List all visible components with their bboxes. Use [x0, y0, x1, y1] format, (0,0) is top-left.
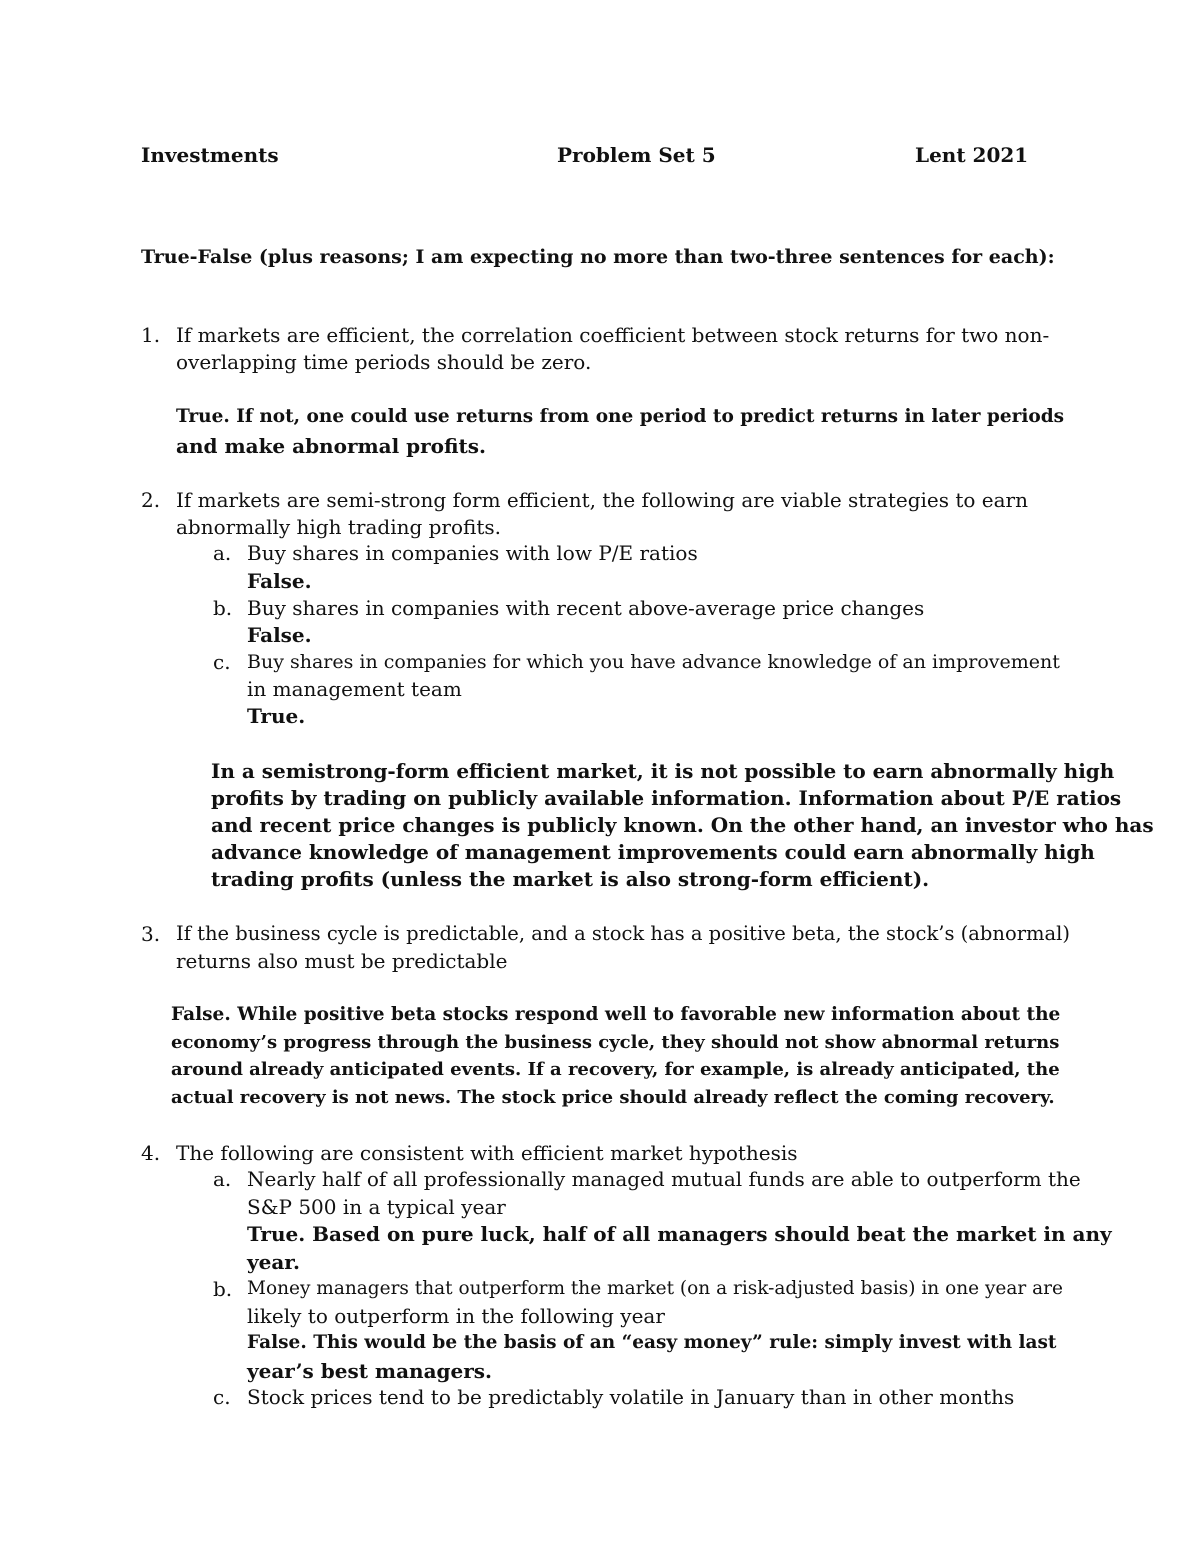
q2c-answer: True. — [247, 704, 306, 728]
q4-text-line1: The following are consistent with efficient market hypothesis — [176, 1141, 798, 1165]
q1-text-line2: overlapping time periods should be zero. — [176, 350, 592, 374]
q1-answer-line1: True. If not, one could use returns from one period to predict returns in later periods — [176, 406, 1065, 427]
instructions: True-False (plus reasons; I am expecting no more than two-three sentences for each): — [141, 246, 1055, 268]
q1-answer-line2: and make abnormal profits. — [176, 434, 487, 458]
q2c-label: c. — [213, 650, 231, 674]
problem-set-title: Problem Set 5 — [557, 143, 716, 167]
q1-text-line1: If markets are efficient, the correlation coefficient between stock returns for two non- — [176, 323, 1050, 347]
q4-number: 4. — [141, 1141, 161, 1165]
q2a-text: Buy shares in companies with low P/E ratios — [247, 541, 698, 565]
term-label: Lent 2021 — [915, 143, 1029, 167]
q2-text-line2: abnormally high trading profits. — [176, 515, 502, 539]
q4b-answer-line1: False. This would be the basis of an “easy money” rule: simply invest with last — [247, 1332, 1057, 1353]
q4b-answer-line2: year’s best managers. — [247, 1359, 493, 1383]
q2b-answer: False. — [247, 623, 312, 647]
q3-explanation-line3: around already anticipated events. If a recovery, for example, is already anticipated, the — [171, 1059, 1060, 1080]
q4a-label: a. — [213, 1167, 232, 1191]
q3-explanation-line2: economy’s progress through the business cycle, they should not show abnormal returns — [171, 1032, 1060, 1053]
q2-text-line1: If markets are semi-strong form efficient, the following are viable strategies to earn — [176, 488, 1028, 512]
q3-text-line1: If the business cycle is predictable, and a stock has a positive beta, the stock’s (abnormal) — [176, 922, 1070, 945]
q2-explanation-line5: trading profits (unless the market is also strong-form efficient). — [211, 867, 930, 891]
q2-number: 2. — [141, 488, 161, 512]
q3-text-line2: returns also must be predictable — [176, 949, 508, 973]
q4a-answer-line1: True. Based on pure luck, half of all managers should beat the market in any — [247, 1222, 1112, 1246]
q2b-text: Buy shares in companies with recent above-average price changes — [247, 596, 925, 620]
q2c-text-line2: in management team — [247, 677, 462, 701]
q2c-text-line1: Buy shares in companies for which you have advance knowledge of an improvement — [247, 651, 1060, 673]
q4b-text-line2: likely to outperform in the following year — [247, 1304, 665, 1328]
q2-explanation-line3: and recent price changes is publicly known. On the other hand, an investor who has — [211, 813, 1154, 837]
q4b-label: b. — [213, 1277, 233, 1301]
q2b-label: b. — [213, 596, 233, 620]
q4a-answer-line2: year. — [247, 1250, 300, 1274]
q2a-answer: False. — [247, 569, 312, 593]
q4c-label: c. — [213, 1385, 231, 1409]
q2-explanation-line4: advance knowledge of management improvements could earn abnormally high — [211, 840, 1095, 864]
q4a-text-line2: S&P 500 in a typical year — [247, 1195, 506, 1219]
q4c-text: Stock prices tend to be predictably volatile in January than in other months — [247, 1385, 1015, 1409]
q3-number: 3. — [141, 922, 161, 946]
course-name: Investments — [141, 143, 279, 167]
q2-explanation-line2: profits by trading on publicly available information. Information about P/E ratios — [211, 786, 1122, 810]
q1-number: 1. — [141, 323, 161, 347]
q4a-text-line1: Nearly half of all professionally managed mutual funds are able to outperform the — [247, 1167, 1081, 1191]
q4b-text-line1: Money managers that outperform the market (on a risk-adjusted basis) in one year are — [247, 1278, 1063, 1299]
q3-explanation-line4: actual recovery is not news. The stock price should already reflect the coming recovery. — [171, 1087, 1055, 1108]
q2a-label: a. — [213, 541, 232, 565]
q3-explanation-line1: False. While positive beta stocks respond well to favorable new information about the — [171, 1004, 1061, 1025]
q2-explanation-line1: In a semistrong-form efficient market, it is not possible to earn abnormally high — [211, 759, 1115, 783]
